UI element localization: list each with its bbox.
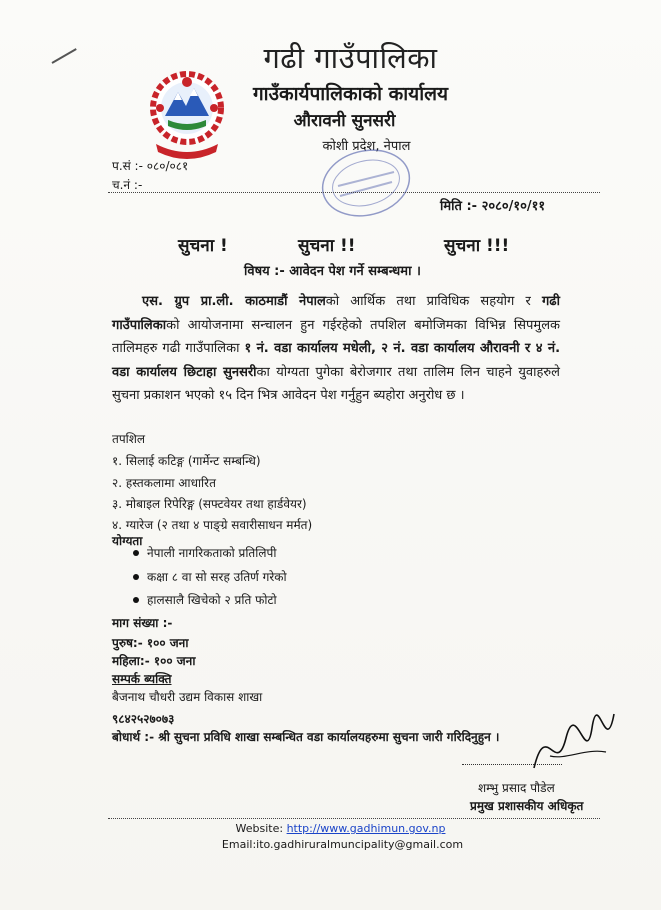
body-municipality: गढी गाउँपालिका — [112, 294, 560, 333]
signature-icon — [526, 708, 622, 784]
office-location: औरावनी सुनसरी — [293, 111, 396, 131]
footer-website — [10, 822, 661, 835]
ward-offices: १ नं. वडा कार्यालय मधेली, २ नं. वडा कार्यालय औरावनी र ४ नं. वडा कार्यालय छिटाहा सुनसरी — [112, 341, 561, 380]
training-item-4: ४. ग्यारेज (२ तथा ४ पाङ्ग्रे सवारीसाधन मर्मत) — [112, 518, 313, 532]
yogyata-heading: योग्यता — [112, 534, 143, 548]
footer-email[interactable]: Email:ito.gadhiruralmuncipality@gmail.com — [221, 838, 464, 851]
notice-title-3: सुचना !!! — [444, 236, 510, 256]
office-stamp-icon — [318, 146, 414, 220]
demand-heading: माग संख्या :- — [112, 616, 173, 630]
dispatch-number: च.नं :- — [112, 178, 143, 192]
signatory-name: शम्भु प्रसाद पौडेल — [478, 781, 555, 795]
reference-number: प.सं :- ०८०/०८१ — [112, 159, 189, 173]
tapsil-heading: तपशिल — [112, 432, 146, 446]
footer-divider — [108, 818, 600, 819]
qualification-list — [133, 544, 287, 615]
qualification-item: कक्षा ८ वा सो सरह उतिर्ण गरेको — [133, 568, 287, 592]
province-line: कोशी प्रदेश, नेपाल — [322, 139, 411, 154]
contact-phone: ९८४२५२७०७३ — [112, 712, 175, 726]
body-text-3: का योग्यता पुगेका बेरोजगार तथा तालिम लिन चाहने युवाहरुले सुचना प्रकाशन भएको १५ दिन भित्र आवेदन पेश गर्नुहुन ब्यहोरा अनुरोध छ । — [112, 364, 560, 403]
training-item-1: १. सिलाई कटिङ्ग (गार्मेन्ट सम्बन्धि) — [112, 454, 261, 468]
qualification-item: हालसालै खिचेको २ प्रति फोटो — [133, 591, 287, 615]
company-name: एस. ग्रुप प्रा.ली. काठमाडौं नेपाल — [142, 294, 326, 309]
body-paragraph — [112, 290, 560, 408]
office-name: गाउँकार्यपालिकाको कार्यालय — [252, 83, 449, 105]
demand-female: महिला:- १०० जना — [112, 654, 196, 668]
notice-title-2: सुचना !! — [298, 236, 356, 256]
demand-male: पुरुष:- १०० जना — [112, 636, 189, 650]
training-item-3: ३. मोबाइल रिपेरिङ्ग (सफ्टवेयर तथा हार्डवेयर) — [112, 497, 307, 511]
municipality-name: गढी गाउँपालिका — [263, 41, 438, 75]
signatory-title: प्रमुख प्रशासकीय अधिकृत — [470, 799, 584, 813]
website-link[interactable]: http://www.gadhimun.gov.np — [286, 822, 446, 835]
subject-line: विषय :- आवेदन पेश गर्ने सम्बन्धमा । — [244, 264, 421, 279]
body-text-1: को आर्थिक तथा प्राविधिक सहयोग र — [325, 294, 542, 309]
signature-line — [462, 764, 562, 765]
contact-name: बैजनाथ चौधरी उद्यम विकास शाखा — [112, 690, 263, 704]
body-text-2: को आयोजनामा सन्चालन हुन गईरहेको तपशिल बमोजिमका विभिन्न सिपमुलक तालिमहरु गढी गाउँपालिका — [112, 317, 560, 356]
qualification-item: नेपाली नागरिकताको प्रतिलिपी — [133, 544, 287, 568]
website-label: Website: — [235, 822, 287, 835]
bodharth-line: बोधार्थ :- श्री सुचना प्रविधि शाखा सम्बन्धित वडा कार्यालयहरुमा सुचना जारी गरिदिनुहुन । — [112, 730, 500, 744]
header-divider — [108, 192, 600, 193]
notice-date: मिति :- २०८०/१०/११ — [440, 199, 546, 214]
contact-heading: सम्पर्क ब्यक्ति — [112, 672, 172, 686]
notice-title-1: सुचना ! — [178, 236, 228, 256]
training-item-2: २. हस्तकलामा आधारित — [112, 476, 216, 490]
